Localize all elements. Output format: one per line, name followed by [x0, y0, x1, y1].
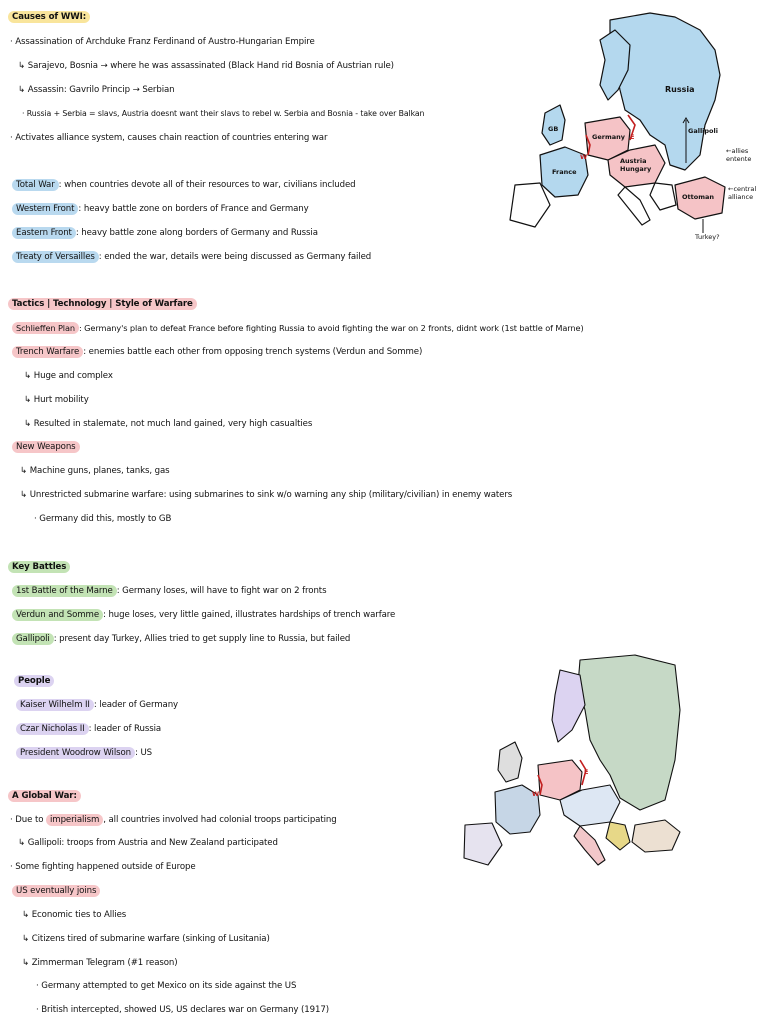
term-label: New Weapons	[12, 441, 80, 453]
term-label: Western Front	[12, 203, 78, 215]
term-def: : present day Turkey, Allies tried to get supply line to Russia, but failed	[53, 634, 351, 644]
term-def: : heavy battle zone on borders of France and Germany	[78, 204, 309, 214]
trench-sub-3: ↳ Resulted in stalemate, not much land gained, very high casualties	[24, 419, 313, 429]
text: , all countries involved had colonial troops participating	[103, 815, 337, 825]
us-sub-5: · British intercepted, showed US, US declares war on Germany (1917)	[36, 1005, 330, 1015]
term-label: Eastern Front	[12, 227, 76, 239]
term-label: 1st Battle of the Marne	[12, 585, 117, 597]
term-label: imperialism	[46, 814, 103, 826]
term-def: : huge loses, very little gained, illustrates hardships of trench warfare	[103, 610, 396, 620]
battle-gallipoli	[12, 632, 350, 646]
tactic-trench	[12, 345, 422, 359]
balkans-region	[606, 822, 630, 850]
term-label: Trench Warfare	[12, 346, 83, 358]
map2-label-e: E	[584, 768, 589, 776]
term-def: : ended the war, details were being discussed as Germany failed	[98, 252, 372, 262]
term-def: : Germany's plan to defeat France before fighting Russia to avoid fighting the war on 2 fronts, didnt work (1st battle of Marne)	[79, 323, 584, 333]
causes-line-3: ↳ Assassin: Gavrilo Princip → Serbian	[18, 85, 175, 95]
map-label-w: W	[580, 153, 588, 161]
term-label: Kaiser Wilhelm II	[16, 699, 94, 711]
map-label-central: ←central alliance	[728, 185, 757, 201]
gb-region	[498, 742, 522, 782]
map-label-e: E	[630, 133, 635, 141]
term-label: US eventually joins	[12, 885, 100, 897]
map2-label-w: W	[532, 790, 540, 798]
term-label: Verdun and Somme	[12, 609, 103, 621]
global-line-1	[10, 813, 337, 827]
battles-heading	[8, 560, 70, 574]
spain-region	[464, 823, 502, 865]
term-def: : leader of Germany	[93, 700, 179, 710]
term-def: : US	[135, 748, 152, 758]
scandinavia-region	[552, 670, 585, 742]
causes-line-4: · Russia + Serbia = slavs, Austria doesnt want their slavs to rebel w. Serbia and Bosnia - take over Balkan	[22, 109, 425, 118]
battles-heading-text: Key Battles	[8, 561, 70, 573]
us-sub-3: ↳ Zimmerman Telegram (#1 reason)	[22, 958, 178, 968]
map-label-germany: Germany	[592, 133, 625, 141]
term-total-war	[12, 178, 356, 192]
person-wilson	[16, 746, 152, 760]
text: · Due to	[10, 815, 47, 825]
map-label-gb: GB	[548, 125, 559, 133]
term-western-front	[12, 202, 309, 216]
spain-region	[510, 183, 550, 227]
term-label: Gallipoli	[12, 633, 54, 645]
tactic-schlieffen	[12, 321, 584, 335]
causes-line-5: · Activates alliance system, causes chain reaction of countries entering war	[10, 133, 328, 143]
weapons-sub-1: ↳ Machine guns, planes, tanks, gas	[20, 466, 170, 476]
causes-heading-text: Causes of WWI:	[8, 11, 90, 23]
us-sub-2: ↳ Citizens tired of submarine warfare (sinking of Lusitania)	[22, 934, 270, 944]
europe-alliance-map-svg	[500, 5, 765, 245]
tactics-heading-text: Tactics | Technology | Style of Warfare	[8, 298, 197, 310]
causes-line-2: ↳ Sarajevo, Bosnia → where he was assassinated (Black Hand rid Bosnia of Austrian rule)	[18, 61, 394, 71]
us-joins	[12, 884, 100, 898]
term-label: President Woodrow Wilson	[16, 747, 135, 759]
map-label-france: France	[552, 168, 577, 176]
people-heading	[14, 674, 54, 688]
us-sub-1: ↳ Economic ties to Allies	[22, 910, 127, 920]
causes-line-1: · Assassination of Archduke Franz Ferdinand of Austro-Hungarian Empire	[10, 37, 315, 47]
term-def: : leader of Russia	[88, 724, 162, 734]
tactic-weapons	[12, 440, 80, 454]
balkans-region	[650, 183, 676, 210]
global-line-2: ↳ Gallipoli: troops from Austria and New Zealand participated	[18, 838, 278, 848]
term-def: : when countries devote all of their resources to war, civilians included	[58, 180, 356, 190]
europe-colored-map	[460, 650, 685, 870]
battle-verdun-somme	[12, 608, 395, 622]
map-label-turkey: Turkey?	[695, 233, 720, 241]
trench-sub-1: ↳ Huge and complex	[24, 371, 113, 381]
map-label-russia: Russia	[665, 85, 695, 94]
global-line-3: · Some fighting happened outside of Europe	[10, 862, 196, 872]
map-label-austria: Austria Hungary	[620, 157, 652, 173]
global-heading	[8, 789, 81, 803]
ottoman-region	[632, 820, 680, 852]
russia-region	[578, 655, 680, 810]
term-def: : Germany loses, will have to fight war on 2 fronts	[116, 586, 327, 596]
europe-alliance-map	[500, 5, 765, 245]
battle-marne	[12, 584, 326, 598]
people-heading-text: People	[14, 675, 54, 687]
term-label: Schlieffen Plan	[12, 322, 79, 334]
map-label-ottoman: Ottoman	[682, 193, 714, 201]
person-kaiser	[16, 698, 178, 712]
map-label-allies: ←allies entente	[726, 147, 752, 163]
trench-sub-2: ↳ Hurt mobility	[24, 395, 89, 405]
term-def: : enemies battle each other from opposing trench systems (Verdun and Somme)	[83, 347, 423, 357]
us-sub-4: · Germany attempted to get Mexico on its side against the US	[36, 981, 297, 991]
term-label: Czar Nicholas II	[16, 723, 89, 735]
global-heading-text: A Global War:	[8, 790, 81, 802]
term-def: : heavy battle zone along borders of Germany and Russia	[75, 228, 318, 238]
term-label: Total War	[12, 179, 59, 191]
europe-colored-map-svg	[460, 650, 685, 870]
weapons-sub-3: · Germany did this, mostly to GB	[34, 514, 172, 524]
weapons-sub-2: ↳ Unrestricted submarine warfare: using submarines to sink w/o warning any ship (military/civilian) in enemy waters	[20, 490, 513, 500]
italy-region	[574, 826, 605, 865]
term-label: Treaty of Versailles	[12, 251, 99, 263]
person-czar	[16, 722, 161, 736]
term-eastern-front	[12, 226, 318, 240]
term-treaty-versailles	[12, 250, 371, 264]
italy-region	[618, 187, 650, 225]
map-label-gallipoli: Gallipoli	[688, 127, 718, 135]
tactics-heading	[8, 297, 197, 311]
causes-heading	[8, 10, 90, 24]
